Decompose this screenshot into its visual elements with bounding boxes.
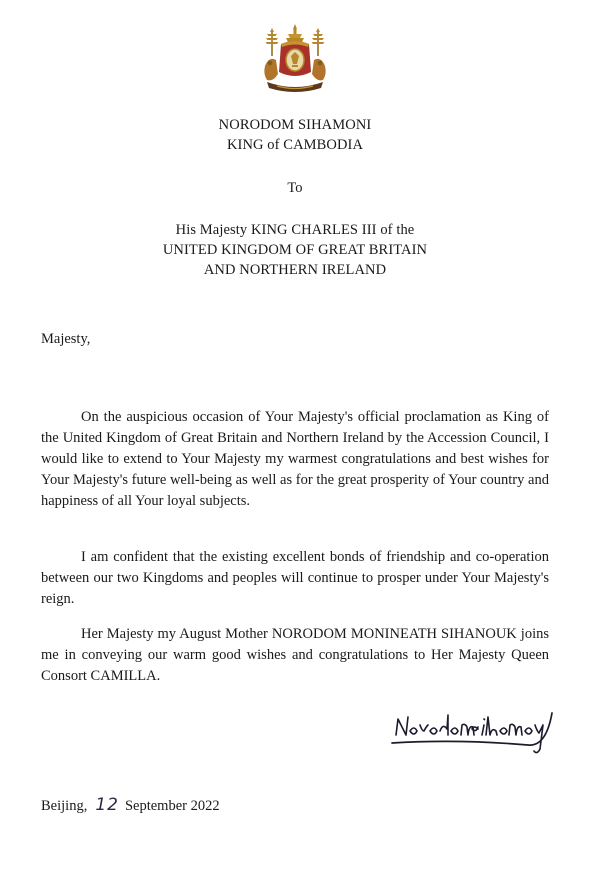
date-line	[41, 795, 220, 816]
sender-block	[0, 115, 590, 155]
body-paragraph-3: Her Majesty my August Mother NORODOM MONINEATH SIHANOUK joins me in conveying our warm good wishes and congratulations to Her Majesty Queen Consort CAMILLA.	[41, 626, 549, 684]
closing-place: Beijing,	[41, 798, 88, 814]
closing-day-handwritten: 12	[95, 795, 119, 815]
recipient-line-3: AND NORTHERN IRELAND	[203, 262, 387, 278]
handwritten-signature-icon	[388, 705, 558, 765]
sender-name: NORODOM SIHAMONI	[218, 117, 372, 133]
recipient-line-2: UNITED KINGDOM OF GREAT BRITAIN	[162, 242, 428, 258]
sender-title: KING of CAMBODIA	[226, 137, 364, 153]
closing-month-year: September 2022	[124, 798, 220, 814]
body-paragraph-2: I am confident that the existing excellent bonds of friendship and co-operation between our two Kingdoms and peoples will continue to prosper under Your Majesty's reign.	[41, 549, 549, 607]
royal-coat-of-arms-icon	[259, 22, 331, 98]
to-label: To	[287, 180, 303, 196]
body-paragraph-1: On the auspicious occasion of Your Majesty's official proclamation as King of the United Kingdom of Great Britain and Northern Ireland by the Accession Council, I would like to extend to Your Majesty my warmest congratulations and best wishes for Your Majesty's future well-being as well as for the great prosperity of Your country and happiness of all Your loyal subjects.	[41, 409, 549, 509]
recipient-block	[0, 220, 590, 280]
recipient-line-1: His Majesty KING CHARLES III of the	[175, 222, 415, 238]
salutation: Majesty,	[41, 331, 91, 347]
